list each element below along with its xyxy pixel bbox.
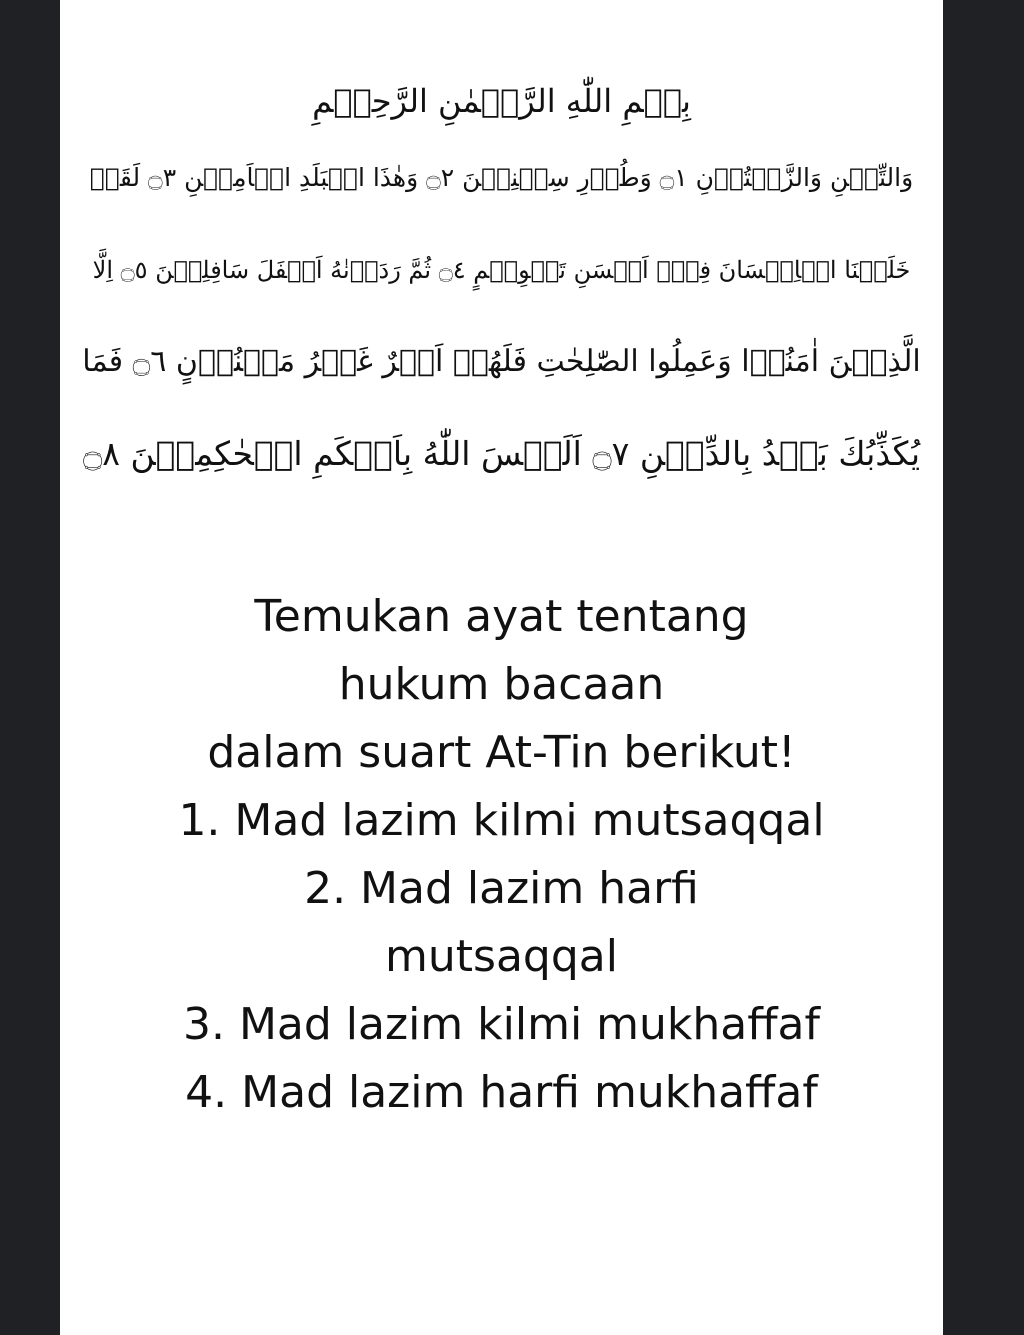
caption-line: hukum bacaan (338, 659, 665, 710)
surah-at-tin-text (60, 70, 943, 500)
question-caption (60, 583, 943, 1127)
ayat-line-4: يُكَذِّبُكَ بَعۡدُ بِالدِّيۡنِ ۝٧ اَلَيۡسَ اللّٰهُ بِاَحۡكَمِ الۡحٰكِمِيۡنَ ۝٨ (82, 434, 921, 473)
caption-line: dalam suart At-Tin berikut! (207, 727, 796, 778)
caption-line: Temukan ayat tentang (254, 591, 749, 642)
list-item: 4. Mad lazim harfi mukhaffaf (185, 1067, 818, 1118)
basmala: بِسۡمِ اللّٰهِ الرَّحۡمٰنِ الرَّحِيۡمِ (312, 82, 691, 120)
list-item: 2. Mad lazim harfi (304, 863, 699, 914)
document-page (60, 0, 943, 1335)
list-item: 3. Mad lazim kilmi mukhaffaf (182, 999, 820, 1050)
ayat-line-2: خَلَقۡنَا الۡاِنۡسَانَ فِىۡۤ اَحۡسَنِ تَقۡوِيۡمٍ ۝٤ ثُمَّ رَدَدۡنٰهُ اَسۡفَلَ سَافِلِيۡنَ ۝٥ اِلَّا (92, 256, 911, 284)
ayat-line-3: الَّذِيۡنَ اٰمَنُوۡا وَعَمِلُوا الصّٰلِحٰتِ فَلَهُمۡ اَجۡرٌ غَيۡرُ مَمۡنُوۡنٍ ۝٦ فَمَا (82, 344, 921, 379)
list-item: 1. Mad lazim kilmi mutsaqqal (178, 795, 825, 846)
ayat-line-1: وَالتِّيۡنِ وَالزَّيۡتُوۡنِ ۝١ وَطُوۡرِ سِيۡنِيۡنَ ۝٢ وَهٰذَا الۡبَلَدِ الۡاَمِيۡنِ ۝٣ لَقَدۡ (89, 163, 914, 192)
list-item-continuation: mutsaqqal (385, 931, 618, 982)
